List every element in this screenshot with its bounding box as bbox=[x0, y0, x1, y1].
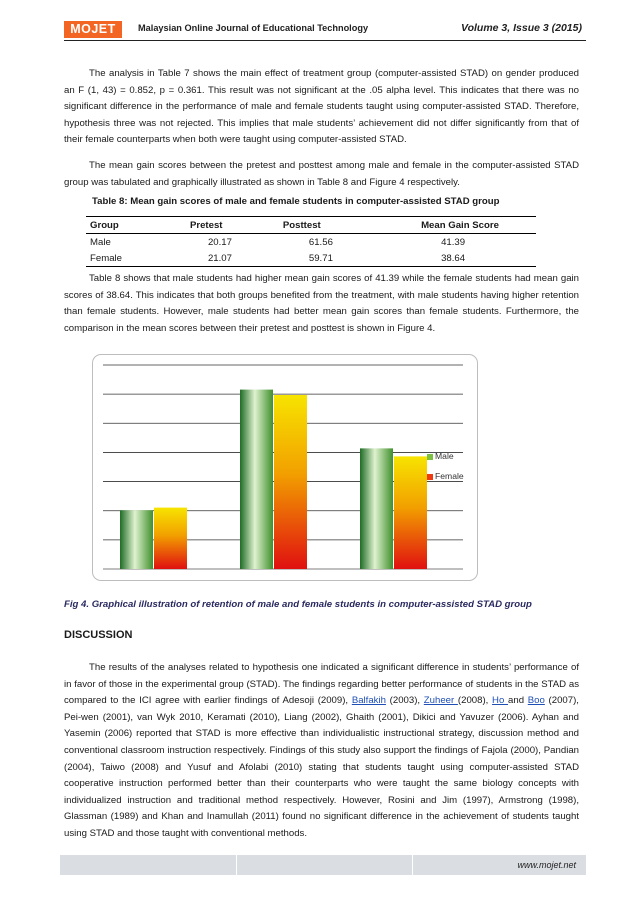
bar-female-mean-gain-score bbox=[394, 456, 427, 569]
citation-link-balfakih[interactable]: Balfakih bbox=[351, 695, 386, 707]
paragraph-text: The mean gain scores between the pretest and posttest among male and female in the computer-assisted STAD group was tabulated and graphically illustrated as shown in Table 8 and Figure 4 respectively. bbox=[64, 160, 579, 188]
table-row bbox=[86, 234, 536, 251]
paragraph-text: Table 8 shows that male students had higher mean gain scores of 41.39 while the female students had mean gain scores of 38.64. This indicates that both groups benefited from the treatment, with male students having higher retention than female students. However, male students had better mean gain scores than female students. Furthermore, the comparison in the mean scores between their pretest and posttest is shown in Figure 4. bbox=[64, 273, 579, 334]
section-heading: DISCUSSION bbox=[64, 629, 133, 641]
paragraph-text: (2003), bbox=[385, 695, 424, 707]
journal-title: Malaysian Online Journal of Educational Technology bbox=[138, 23, 369, 33]
bar-female-posttest bbox=[274, 395, 307, 569]
figure-caption: Fig 4. Graphical illustration of retention of male and female students in computer-assisted STAD group bbox=[64, 599, 532, 610]
table-cell: 61.56 bbox=[308, 236, 333, 248]
paragraph-text: (2007), Pei-wen (2001), van Wyk 2010, Keramati (2010), Liang (2002), Ghaith (2001), Dikici and Yavuzer (2006). Ayhan and Yasemin (2006) reported that STAD is more effective than individualistic instructional strategy, discussion method and conventional classroom instruction respectively. Findings of this study also support the findings of Fajola (2000), Pandian (2004), Taiwo (2008) and Yusuf and Afolabi (2010) stating that students taught using computer-assisted STAD cooperative instruction performed better than their counterparts who were taught the same biology concepts with individualized instruction and traditional method respectively. However, Rosini and Jim (1997), Armstrong (1998), Glassman (1989) and Khan and Inamullah (2011) found no significant difference in the achievement of students taught using STAD and those taught with conventional methods. bbox=[64, 695, 579, 839]
paragraph-text: and bbox=[508, 695, 528, 707]
paragraph-table8-results bbox=[64, 271, 579, 337]
legend-label: Female bbox=[435, 471, 464, 481]
legend-item-male bbox=[427, 451, 454, 461]
volume-issue: Volume 3, Issue 3 (2015) bbox=[460, 22, 582, 34]
paragraph-mean-gain-intro bbox=[64, 158, 579, 191]
column-header: Group bbox=[86, 217, 150, 234]
citation-link-boo[interactable]: Boo bbox=[527, 695, 545, 707]
table-cell: 59.71 bbox=[279, 250, 381, 267]
paragraph-text: The analysis in Table 7 shows the main effect of treatment group (computer-assisted STAD) on gender produced an F (1, 43) = 0.852, p = 0.361. This result was not significant at the .05 alpha level. This indicates that there was no significant difference in the performance of male and female students taught using computer-assisted STAD. Therefore, hypothesis three was not rejected. This implies that male students’ achievement did not differ significantly from that of their female counterparts when both were taught using computer-assisted STAD. bbox=[64, 68, 579, 146]
bar-male-pretest bbox=[120, 510, 153, 569]
table-cell: 21.07 bbox=[150, 250, 279, 267]
legend-swatch-female bbox=[427, 474, 433, 480]
table-caption: Table 8: Mean gain scores of male and female students in computer-assisted STAD group bbox=[92, 196, 500, 207]
paragraph-discussion bbox=[64, 660, 579, 843]
table-header-row bbox=[86, 217, 536, 234]
legend-item-female bbox=[427, 471, 464, 481]
page-header bbox=[64, 20, 586, 41]
figure-4-chart bbox=[92, 354, 478, 581]
bar-female-pretest bbox=[154, 508, 187, 569]
bar-male-posttest bbox=[240, 390, 273, 569]
table-cell: Female bbox=[86, 250, 150, 267]
paragraph-table7-analysis bbox=[64, 66, 579, 149]
footer-cell bbox=[60, 855, 237, 875]
table-cell: 38.64 bbox=[381, 250, 536, 267]
page-footer bbox=[60, 855, 586, 875]
bar-chart bbox=[93, 355, 477, 580]
legend-swatch-male bbox=[427, 454, 433, 460]
legend-label: Male bbox=[435, 451, 454, 461]
table-row bbox=[86, 250, 536, 267]
table-cell: 20.17 bbox=[207, 236, 232, 248]
table-cell: 41.39 bbox=[441, 236, 466, 248]
footer-url: www.mojet.net bbox=[517, 860, 576, 870]
column-header: Mean Gain Score bbox=[381, 217, 536, 234]
column-header: Pretest bbox=[150, 217, 279, 234]
footer-cell bbox=[236, 855, 413, 875]
column-header: Posttest bbox=[279, 217, 381, 234]
paragraph-text: The results of the analyses related to hypothesis one indicated a significant difference in students’ performance of in favor of those in the experimental group (STAD). The findings regarding better performance of students in the STAD as compared to the ICI agree with earlier findings of Adesoji (2009), bbox=[64, 662, 579, 707]
bar-male-mean-gain-score bbox=[360, 448, 393, 569]
citation-link-ho[interactable]: Ho bbox=[492, 695, 509, 707]
paragraph-text: (2008), bbox=[457, 695, 493, 707]
journal-logo: MOJET bbox=[64, 21, 122, 38]
mean-gain-table bbox=[86, 216, 536, 267]
table-cell: Male bbox=[90, 236, 111, 248]
citation-link-zuheer[interactable]: Zuheer bbox=[423, 695, 458, 707]
